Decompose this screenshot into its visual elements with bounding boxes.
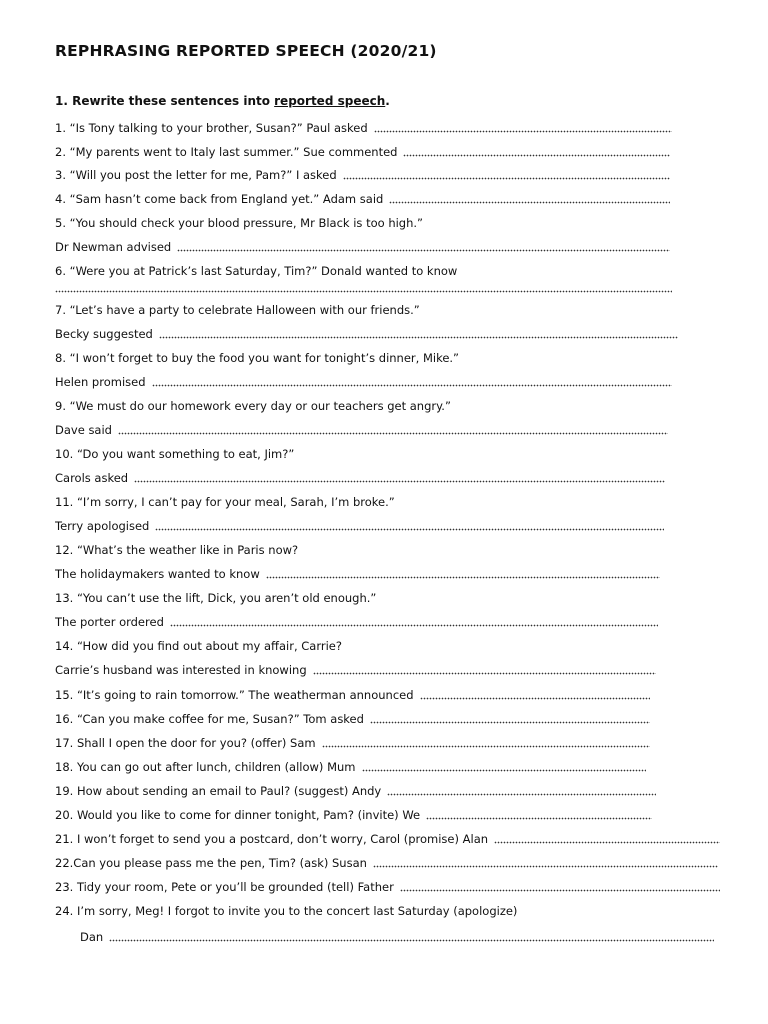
exercise-line xyxy=(55,144,670,160)
exercise-text: Helen promised xyxy=(55,375,146,389)
exercise-line xyxy=(55,215,423,231)
exercise-text: 10. “Do you want something to eat, Jim?” xyxy=(55,447,295,461)
exercise-line xyxy=(55,120,672,136)
exercise-text: 16. “Can you make coffee for me, Susan?” Tom asked xyxy=(55,712,364,726)
exercise-text: Dr Newman advised xyxy=(55,240,172,254)
exercise-text: 22.Can you please pass me the pen, Tim? (ask) Susan xyxy=(55,856,367,870)
exercise-line xyxy=(55,855,718,871)
exercise-text: 3. “Will you post the letter for me, Pam?” I asked xyxy=(55,168,337,182)
exercise-text: 24. I’m sorry, Meg! I forgot to invite you to the concert last Saturday (apologize) xyxy=(55,904,518,918)
exercise-text: 17. Shall I open the door for you? (offer) Sam xyxy=(55,736,316,750)
page-title: REPHRASING REPORTED SPEECH (2020/21) xyxy=(55,42,437,60)
exercise-text: Dave said xyxy=(55,423,112,437)
exercise-text: 9. “We must do our homework every day or our teachers get angry.” xyxy=(55,399,451,413)
exercise-line xyxy=(55,350,459,366)
exercise-line xyxy=(55,302,420,318)
exercise-text: 20. Would you like to come for dinner tonight, Pam? (invite) We xyxy=(55,808,421,822)
answer-dotted-line[interactable] xyxy=(322,745,650,748)
exercise-text: 7. “Let’s have a party to celebrate Halloween with our friends.” xyxy=(55,303,420,317)
exercise-line xyxy=(55,879,720,895)
answer-dotted-line[interactable] xyxy=(313,672,656,675)
answer-dotted-line[interactable] xyxy=(152,384,672,387)
exercise-line xyxy=(55,470,665,486)
exercise-line xyxy=(55,711,650,727)
answer-dotted-line[interactable] xyxy=(159,336,678,339)
exercise-line xyxy=(55,590,376,606)
answer-dotted-line[interactable] xyxy=(109,939,714,942)
exercise-text: 23. Tidy your room, Pete or you’ll be grounded (tell) Father xyxy=(55,880,394,894)
exercise-line xyxy=(55,239,670,255)
exercise-line xyxy=(55,263,457,279)
answer-dotted-line[interactable] xyxy=(420,697,650,700)
answer-dotted-line[interactable] xyxy=(387,793,656,796)
exercise-text: 2. “My parents went to Italy last summer.” Sue commented xyxy=(55,145,398,159)
answer-dotted-line[interactable] xyxy=(400,889,720,892)
exercise-text: 4. “Sam hasn’t come back from England yet.” Adam said xyxy=(55,192,384,206)
answer-dotted-line[interactable] xyxy=(343,177,670,180)
exercise-text: 5. “You should check your blood pressure, Mr Black is too high.” xyxy=(55,216,423,230)
exercise-line xyxy=(55,614,658,630)
exercise-line xyxy=(55,326,678,342)
exercise-text: 21. I won’t forget to send you a postcard, don’t worry, Carol (promise) Alan xyxy=(55,832,489,846)
exercise-text: 19. How about sending an email to Paul? (suggest) Andy xyxy=(55,784,382,798)
exercise-text: 1. “Is Tony talking to your brother, Susan?” Paul asked xyxy=(55,121,368,135)
exercise-line xyxy=(55,638,342,654)
instruction-text: 1. Rewrite these sentences into xyxy=(55,94,275,108)
exercise-text: 6. “Were you at Patrick’s last Saturday, Tim?” Donald wanted to know xyxy=(55,264,458,278)
exercise-text: 12. “What’s the weather like in Paris now? xyxy=(55,543,299,557)
exercise-line xyxy=(55,903,517,919)
exercise-instruction xyxy=(55,94,390,108)
exercise-text: 14. “How did you find out about my affair, Carrie? xyxy=(55,639,342,653)
exercise-line xyxy=(55,566,660,582)
answer-dotted-line[interactable] xyxy=(155,528,664,531)
exercise-text: The porter ordered xyxy=(55,615,164,629)
exercise-line xyxy=(55,191,670,207)
exercise-line xyxy=(55,542,298,558)
answer-dotted-line[interactable] xyxy=(170,624,658,627)
exercise-text: Becky suggested xyxy=(55,327,153,341)
answer-dotted-line[interactable] xyxy=(134,480,665,483)
answer-dotted-line[interactable] xyxy=(118,432,668,435)
answer-dotted-line[interactable] xyxy=(55,290,672,293)
exercise-line xyxy=(55,518,664,534)
exercise-line xyxy=(55,446,294,462)
exercise-line xyxy=(55,374,672,390)
exercise-text: 18. You can go out after lunch, children (allow) Mum xyxy=(55,760,356,774)
exercise-line xyxy=(80,929,714,945)
exercise-line xyxy=(55,807,652,823)
answer-dotted-line[interactable] xyxy=(426,817,652,820)
exercise-text: 11. “I’m sorry, I can’t pay for your meal, Sarah, I’m broke.” xyxy=(55,495,395,509)
exercise-line xyxy=(55,735,650,751)
answer-dotted-line[interactable] xyxy=(374,130,672,133)
answer-dotted-line[interactable] xyxy=(494,841,720,844)
exercise-line xyxy=(55,167,670,183)
exercise-line xyxy=(55,831,720,847)
exercise-text: Dan xyxy=(80,930,104,944)
exercise-line xyxy=(55,759,646,775)
answer-dotted-line[interactable] xyxy=(403,154,670,157)
answer-dotted-line[interactable] xyxy=(177,249,670,252)
exercise-text: 8. “I won’t forget to buy the food you want for tonight’s dinner, Mike.” xyxy=(55,351,460,365)
exercise-text: 13. “You can’t use the lift, Dick, you aren’t old enough.” xyxy=(55,591,377,605)
answer-dotted-line[interactable] xyxy=(389,201,670,204)
exercise-line xyxy=(55,422,668,438)
instruction-underlined-text: reported speech xyxy=(274,94,386,108)
exercise-line xyxy=(55,687,650,703)
exercise-text: Terry apologised xyxy=(55,519,150,533)
exercise-text: The holidaymakers wanted to know xyxy=(55,567,260,581)
answer-line xyxy=(55,280,672,296)
exercise-line xyxy=(55,662,656,678)
exercise-text: 15. “It’s going to rain tomorrow.” The weatherman announced xyxy=(55,688,414,702)
answer-dotted-line[interactable] xyxy=(373,865,718,868)
answer-dotted-line[interactable] xyxy=(370,721,650,724)
exercise-line xyxy=(55,494,395,510)
exercise-line xyxy=(55,398,451,414)
exercise-text: Carrie’s husband was interested in knowing xyxy=(55,663,307,677)
instruction-period: . xyxy=(385,94,390,108)
exercise-text: Carols asked xyxy=(55,471,129,485)
answer-dotted-line[interactable] xyxy=(266,576,660,579)
exercise-line xyxy=(55,783,656,799)
answer-dotted-line[interactable] xyxy=(362,769,647,772)
